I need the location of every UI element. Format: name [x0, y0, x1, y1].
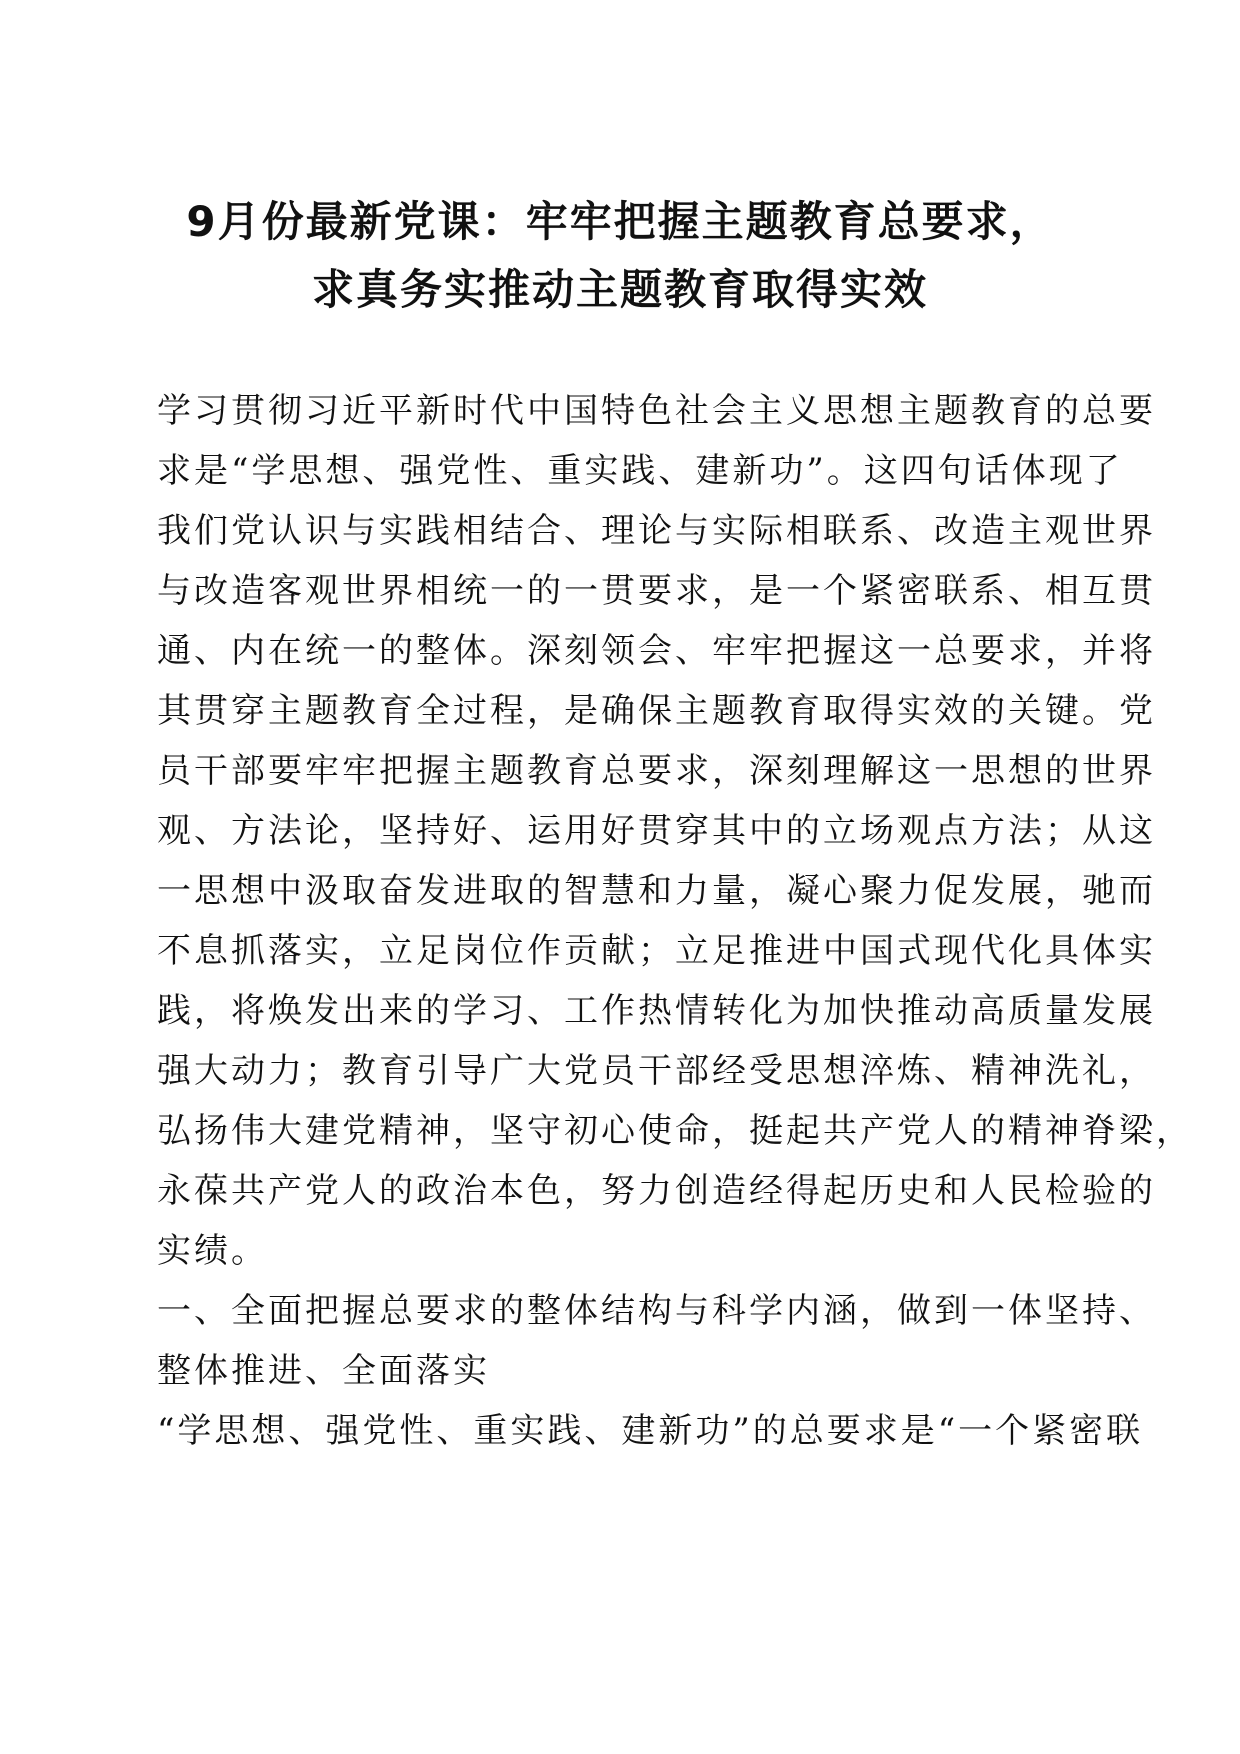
title-line: 求真务实推动主题教育取得实效 — [311, 265, 928, 314]
title-line: 9月份最新党课：牢牢把握主题教育总要求， — [186, 197, 1054, 246]
paragraph-line: 与改造客观世界相统一的一贯要求，是一个紧密联系、相互贯 — [157, 571, 1156, 611]
paragraph-line: 我们党认识与实践相结合、理论与实际相联系、改造主观世界 — [157, 511, 1156, 551]
paragraph-line: 学习贯彻习近平新时代中国特色社会主义思想主题教育的总要 — [157, 391, 1156, 431]
paragraph-line: 践，将焕发出来的学习、工作热情转化为加快推动高质量发展 — [157, 991, 1156, 1031]
paragraph-line: 求是“学思想、强党性、重实践、建新功”。这四句话体现了 — [157, 451, 1123, 491]
paragraph-line: 强大动力；教育引导广大党员干部经受思想淬炼、精神洗礼， — [157, 1051, 1156, 1091]
paragraph-line: 永葆共产党人的政治本色，努力创造经得起历史和人民检验的 — [157, 1171, 1156, 1211]
section-heading-line: 整体推进、全面落实 — [157, 1351, 490, 1391]
paragraph-line: “学思想、强党性、重实践、建新功”的总要求是“一个紧密联 — [157, 1411, 1144, 1451]
document-body — [157, 381, 1193, 1461]
document-title — [120, 188, 1120, 324]
paragraph-line: 不息抓落实，立足岗位作贡献；立足推进中国式现代化具体实 — [157, 931, 1156, 971]
paragraph-line: 弘扬伟大建党精神，坚守初心使命，挺起共产党人的精神脊梁， — [157, 1111, 1193, 1151]
paragraph-line: 实绩。 — [157, 1231, 268, 1271]
paragraph-line: 一思想中汲取奋发进取的智慧和力量，凝心聚力促发展，驰而 — [157, 871, 1156, 911]
paragraph-line: 通、内在统一的整体。深刻领会、牢牢把握这一总要求，并将 — [157, 631, 1156, 671]
paragraph-line: 其贯穿主题教育全过程，是确保主题教育取得实效的关键。党 — [157, 691, 1156, 731]
section-heading-line: 一、全面把握总要求的整体结构与科学内涵，做到一体坚持、 — [157, 1291, 1156, 1331]
paragraph-line: 员干部要牢牢把握主题教育总要求，深刻理解这一思想的世界 — [157, 751, 1156, 791]
paragraph-line: 观、方法论，坚持好、运用好贯穿其中的立场观点方法；从这 — [157, 811, 1156, 851]
